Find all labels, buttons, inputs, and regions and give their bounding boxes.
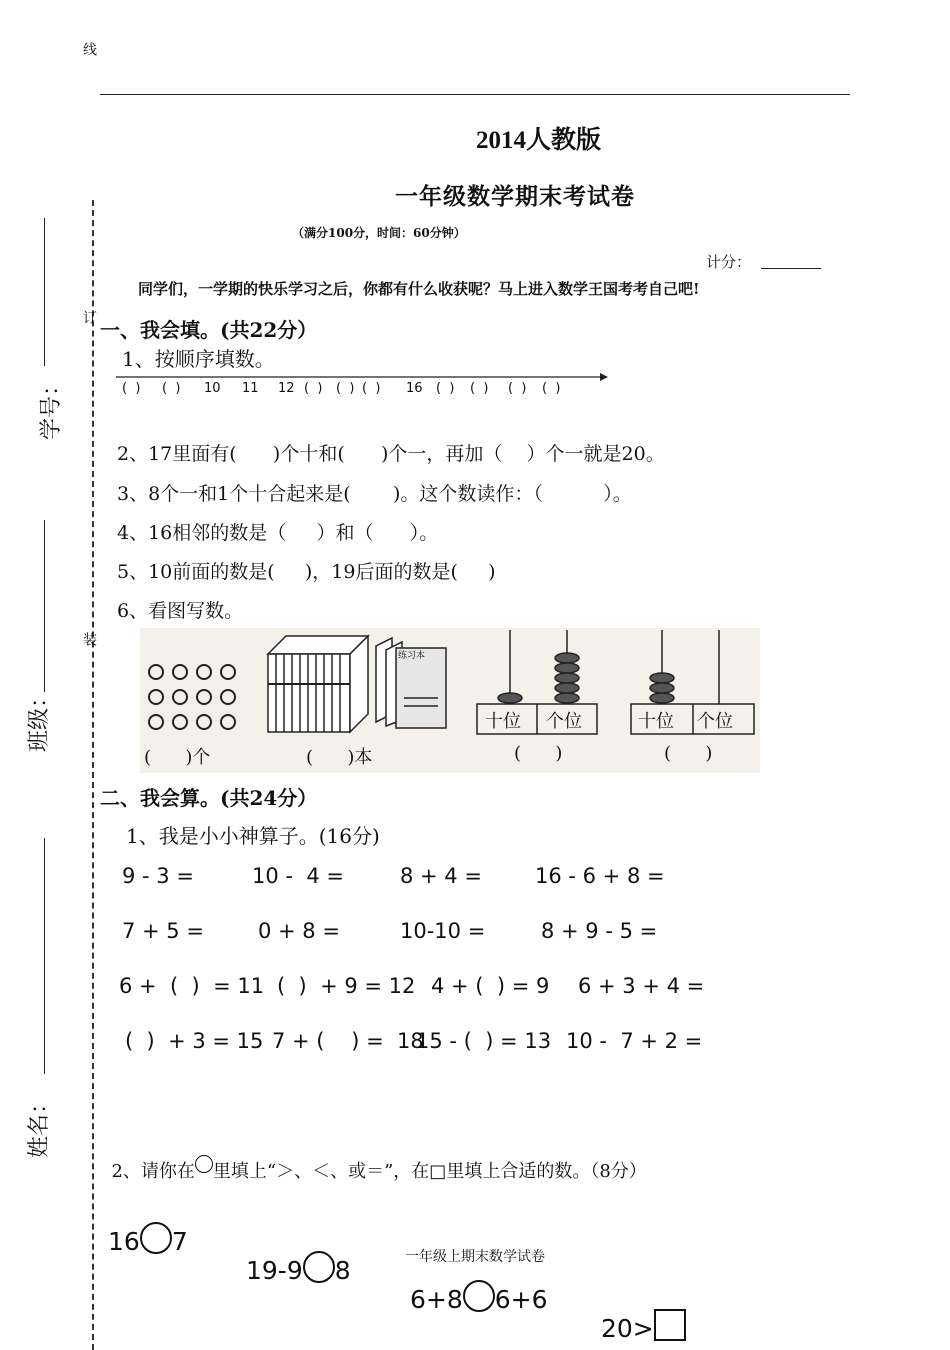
student-id-label: 学号： [39,373,64,440]
arithmetic-problem[interactable]: 8 + 9 - 5 = [541,919,658,943]
q2-1: 1、我是小小神算子。(16分) [126,824,380,848]
page-footer: 一年级上期末数学试卷 [405,1249,545,1265]
number-line-slot[interactable]: ( ) [508,381,527,396]
compare-4[interactable] [601,1309,686,1343]
compare-3-right: 6+6 [494,1285,548,1314]
compare-3[interactable] [410,1280,548,1314]
q2-2-text-after: 里填上“＞、＜、或＝”，在□里填上合适的数。（8分） [212,1161,647,1182]
blank-abacus2[interactable]: ( ) [664,743,713,764]
compare-1-left: 16 [108,1227,140,1256]
number-line-slot[interactable]: ( ) [304,381,323,396]
arithmetic-problem[interactable]: 10 - 4 = [252,864,344,888]
class-label: 班级： [27,685,52,752]
compare-2-left: 19-9 [246,1256,303,1285]
number-line-slot: 12 [278,381,295,396]
q1-2: 2、17里面有( )个十和( )个一，再加（ ）个一就是20。 [117,443,665,465]
arithmetic-problem[interactable]: 16 - 6 + 8 = [535,864,665,888]
student-id-line[interactable] [44,218,45,366]
name-label: 姓名： [27,1091,52,1158]
margin-zhuang: 装 [81,632,97,646]
stick-bundle [268,636,368,732]
binding-dashed-line [92,200,94,1350]
arithmetic-problem[interactable]: 4 + ( ) = 9 [431,974,550,998]
name-line[interactable] [44,838,45,1074]
number-line-slot[interactable]: ( ) [162,381,181,396]
number-line-slot: 10 [204,381,221,396]
arithmetic-problem[interactable]: ( ) + 9 = 12 [277,974,416,998]
q1-6: 6、看图写数。 [117,600,244,622]
answer-square-icon[interactable] [654,1309,686,1341]
arithmetic-problem[interactable]: 10-10 = [400,919,486,943]
margin-xian: 线 [81,42,97,56]
compare-2-right: 8 [334,1256,351,1285]
arithmetic-problem[interactable]: 9 - 3 = [122,864,194,888]
section1-heading: 一、我会填。(共22分） [100,318,318,342]
class-line[interactable] [44,520,45,692]
blank-abacus1[interactable]: ( ) [514,743,563,764]
margin-jiang: 订 [81,310,97,324]
abacus1-ones: 个位 [546,711,582,732]
circle-icon [195,1155,213,1173]
top-rule [100,94,850,95]
number-line-slot[interactable]: ( ) [362,381,381,396]
number-line-slot: 11 [242,381,259,396]
arithmetic-problem[interactable]: ( ) + 3 = 15 [125,1029,264,1053]
q2-2-text-before: 2、请你在 [111,1161,195,1182]
exam-title: 一年级数学期末考试卷 [395,183,635,210]
arithmetic-problem[interactable]: 10 - 7 + 2 = [566,1029,703,1053]
q1-5: 5、10前面的数是( )，19后面的数是( ) [117,561,496,583]
section2-heading: 二、我会算。(共24分） [100,786,318,810]
arithmetic-problem[interactable]: 7 + ( ) = 18 [272,1029,424,1053]
blank-books[interactable]: ( )本 [306,747,373,768]
compare-1-right: 7 [171,1227,188,1256]
arithmetic-problem[interactable]: 8 + 4 = [400,864,482,888]
compare-4-left: 20> [601,1314,654,1343]
score-label: 计分： [706,253,752,271]
number-line-slot: 16 [406,381,423,396]
book-cover-label: 练习本 [398,651,426,661]
abacus1-tens: 十位 [485,711,521,732]
q1-4: 4、16相邻的数是（ ）和（ ）。 [117,522,439,544]
q2-2 [100,1134,647,1183]
blank-circles[interactable]: ( )个 [144,747,211,768]
number-line-slot[interactable]: ( ) [470,381,489,396]
q1-3: 3、8个一和1个十合起来是( )。这个数读作：（ ）。 [117,483,632,505]
number-line-slot[interactable]: ( ) [122,381,141,396]
number-line-slot[interactable]: ( ) [336,381,355,396]
exam-subtitle: （满分100分，时间：60分钟） [292,226,466,240]
abacus2-ones: 个位 [697,711,733,732]
number-line-slot[interactable]: ( ) [436,381,455,396]
page-title: 2014人教版 [475,127,601,154]
intro-text: 同学们，一学期的快乐学习之后，你都有什么收获呢？马上进入数学王国考考自己吧! [138,280,700,298]
arithmetic-problem[interactable]: 6 + 3 + 4 = [578,974,705,998]
number-line-slot[interactable]: ( ) [542,381,561,396]
arithmetic-problem[interactable]: 0 + 8 = [258,919,340,943]
arithmetic-problem[interactable]: 7 + 5 = [122,919,204,943]
abacus2-tens: 十位 [638,711,674,732]
arithmetic-problem[interactable]: 6 + ( ) = 11 [119,974,265,998]
score-blank[interactable] [761,268,821,269]
arithmetic-problem[interactable]: 15 - ( ) = 13 [416,1029,552,1053]
compare-3-left: 6+8 [410,1285,463,1314]
q1-1: 1、按顺序填数。 [122,347,275,371]
compare-circle-icon[interactable] [463,1280,495,1312]
